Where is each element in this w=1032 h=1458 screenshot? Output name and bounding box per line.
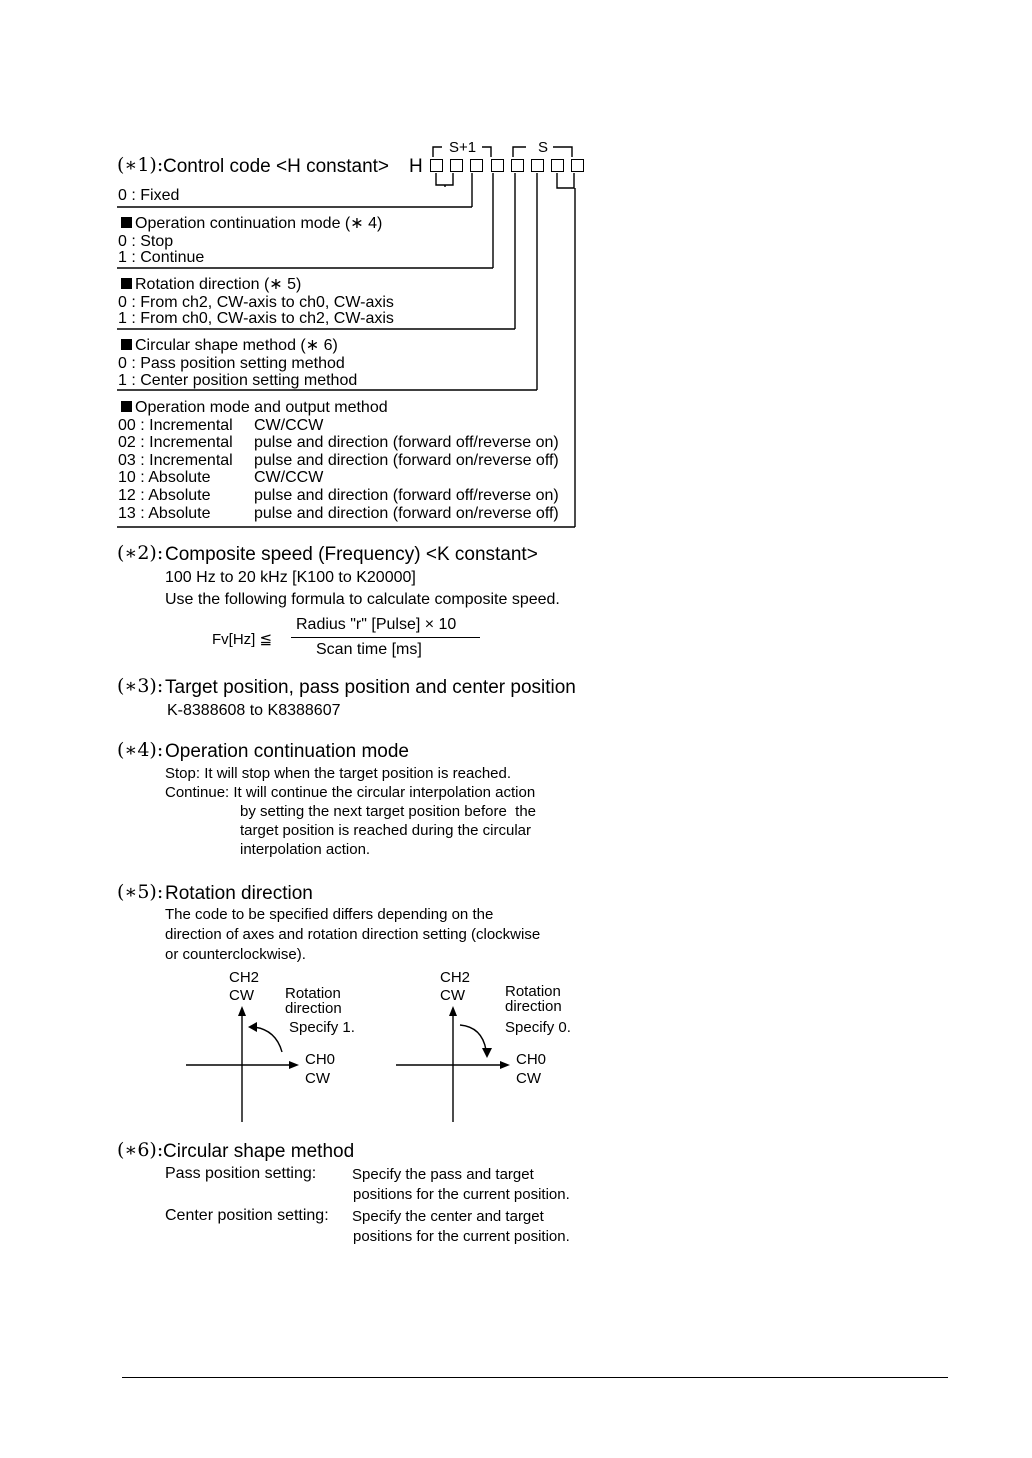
arrow-right-icon: [289, 1061, 299, 1069]
opmode-method: CW/CCW: [254, 417, 324, 434]
specify-label: Specify 1.: [289, 1019, 355, 1036]
y-axis-label: CW: [229, 987, 254, 1004]
op-cont-option: 1 : Continue: [118, 249, 205, 266]
x-axis-label: CH0: [516, 1051, 547, 1068]
pass-desc: positions for the current position.: [353, 1186, 570, 1203]
opmode-method: pulse and direction (forward off/reverse on): [254, 434, 559, 451]
rotation-direction-title: Rotation direction: [165, 883, 313, 904]
circular-option: 0 : Pass position setting method: [118, 355, 345, 372]
opmode-code: 03 : Incremental: [118, 452, 233, 469]
target-position-title: Target position, pass position and center position: [165, 677, 576, 698]
arrow-up-icon: [449, 1006, 457, 1016]
cw-arc: [460, 1025, 486, 1050]
rotation-label: direction: [505, 998, 562, 1015]
continue-desc: target position is reached during the circular: [240, 822, 531, 839]
rotation-desc: The code to be specified differs depending on the: [165, 906, 494, 923]
label-s-plus-1: S+1: [449, 139, 477, 156]
note-mark-4: (∗4):: [117, 739, 164, 761]
y-axis-label: CH2: [229, 969, 260, 986]
rotation-label: Rotation: [505, 983, 561, 1000]
x-axis-label: CW: [516, 1070, 541, 1087]
opmode-method: pulse and direction (forward off/reverse on): [254, 487, 559, 504]
opmode-method: pulse and direction (forward on/reverse off): [254, 452, 559, 469]
note-mark-1: (∗1):: [117, 154, 164, 176]
note-mark-5: (∗5):: [117, 881, 164, 903]
rotation-option: 1 : From ch0, CW-axis to ch2, CW-axis: [118, 310, 394, 327]
x-axis-label: CW: [305, 1070, 330, 1087]
opmode-code: 12 : Absolute: [118, 487, 211, 504]
continue-desc: Continue: It will continue the circular interpolation action: [165, 784, 536, 801]
pass-desc: Specify the pass and target: [352, 1166, 534, 1183]
ccw-arc: [254, 1027, 282, 1052]
arrow-up-icon: [238, 1006, 246, 1016]
arrow-down-icon: [482, 1048, 492, 1058]
target-position-range: K-8388608 to K8388607: [167, 702, 341, 719]
continue-desc: by setting the next target position before the: [240, 803, 537, 820]
pass-label: Pass position setting:: [165, 1165, 317, 1182]
continue-desc: interpolation action.: [240, 841, 371, 858]
opmode-header: Operation mode and output method: [121, 400, 388, 416]
op-cont-header: Operation continuation mode (∗ 4): [121, 216, 382, 232]
center-label: Center position setting:: [165, 1207, 329, 1224]
opmode-code: 10 : Absolute: [118, 469, 211, 486]
arrow-right-icon: [500, 1061, 510, 1069]
formula-lhs: Fv[Hz] ≦: [212, 631, 273, 648]
stop-desc: Stop: It will stop when the target position is reached.: [165, 765, 512, 782]
opmode-code: 02 : Incremental: [118, 434, 233, 451]
opmode-method: CW/CCW: [254, 469, 324, 486]
op-continuation-title: Operation continuation mode: [165, 741, 409, 762]
formula-intro: Use the following formula to calculate composite speed.: [165, 591, 560, 608]
circular-header: Circular shape method (∗ 6): [121, 338, 338, 354]
note-mark-6: (∗6):: [117, 1139, 164, 1161]
x-axis-label: CH0: [305, 1051, 336, 1068]
opmode-code: 13 : Absolute: [118, 505, 211, 522]
rotation-header: Rotation direction (∗ 5): [121, 277, 301, 293]
label-s: S: [538, 139, 549, 156]
y-axis-label: CW: [440, 987, 465, 1004]
circular-option: 1 : Center position setting method: [118, 372, 358, 389]
composite-speed-title: Composite speed (Frequency) <K constant>: [165, 544, 538, 565]
h-prefix: H: [409, 156, 423, 177]
circular-shape-title: Circular shape method: [163, 1141, 355, 1162]
rotation-desc: or counterclockwise).: [165, 946, 306, 963]
footer-rule: [122, 1377, 948, 1378]
rotation-label: direction: [285, 1000, 342, 1017]
rotation-label: Rotation: [285, 985, 341, 1002]
formula-denominator: Scan time [ms]: [316, 641, 422, 658]
opmode-method: pulse and direction (forward on/reverse off): [254, 505, 559, 522]
y-axis-label: CH2: [440, 969, 471, 986]
control-code-title: Control code <H constant>: [163, 156, 390, 177]
specify-label: Specify 0.: [505, 1019, 571, 1036]
note-mark-3: (∗3):: [117, 675, 164, 697]
composite-speed-range: 100 Hz to 20 kHz [K100 to K20000]: [165, 569, 416, 586]
arrow-left-icon: [248, 1022, 257, 1032]
formula-numerator: Radius "r" [Pulse] × 10: [296, 616, 457, 633]
op-cont-option: 0 : Stop: [118, 233, 174, 250]
opmode-code: 00 : Incremental: [118, 417, 233, 434]
center-desc: positions for the current position.: [353, 1228, 570, 1245]
rotation-desc: direction of axes and rotation direction setting (clockwise: [165, 926, 541, 943]
fixed-text: 0 : Fixed: [118, 187, 180, 204]
rotation-option: 0 : From ch2, CW-axis to ch0, CW-axis: [118, 294, 394, 311]
center-desc: Specify the center and target: [352, 1208, 544, 1225]
note-mark-2: (∗2):: [117, 542, 164, 564]
